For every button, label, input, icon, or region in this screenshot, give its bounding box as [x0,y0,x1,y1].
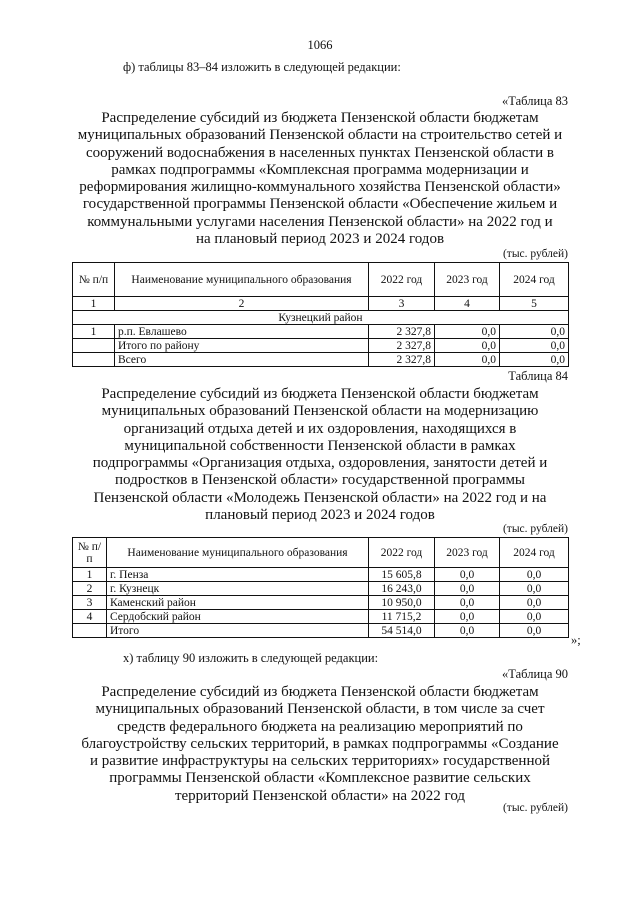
header-num: № п/п [73,263,115,297]
header-2022: 2022 год [369,538,435,568]
col-num: 1 [73,297,115,311]
row-2024: 0,0 [500,610,569,624]
row-num: 1 [73,568,107,582]
row-name: Итого по району [115,339,369,353]
row-2024: 0,0 [500,339,569,353]
section-label: Кузнецкий район [73,311,569,325]
table-90-title [0,684,640,805]
row-2024: 0,0 [500,596,569,610]
table-header-row [73,538,569,568]
header-name: Наименование муниципального образования [115,263,369,297]
row-2022: 54 514,0 [369,624,435,638]
title-line: плановый период 2023 и 2024 годов [205,507,435,524]
title-line: коммунальными услугами населения Пензенской области» на 2022 год и [87,213,553,230]
title-line: муниципальных образований Пензенской области на модернизацию [101,403,539,420]
title-line: государственной программы Пензенской области «Обеспечение жильем и [82,196,558,213]
row-2023: 0,0 [435,610,500,624]
col-num: 4 [435,297,500,311]
table-header-row [73,263,569,297]
title-line: благоустройству сельских территорий, в рамках подпрограммы «Создание [81,735,559,752]
title-line: рамках подпрограммы «Комплексная программа модернизации и [111,161,529,178]
table-row [73,325,569,339]
table-83-label: «Таблица 83 [502,94,568,108]
table-83-unit: (тыс. рублей) [502,248,568,260]
row-2023: 0,0 [435,353,500,367]
row-2023: 0,0 [435,568,500,582]
row-2024: 0,0 [500,325,569,339]
row-name: г. Пенза [107,568,369,582]
title-line: Пензенской области «Молодежь Пензенской области» на 2022 год и на [93,489,547,506]
row-num: 3 [73,596,107,610]
page-number: 1066 [307,38,333,52]
table-row [73,582,569,596]
table-84-title [0,386,640,524]
row-2024: 0,0 [500,624,569,638]
title-line: Распределение субсидий из бюджета Пензенской области бюджетам [101,684,539,700]
title-line: и развитие инфраструктуры на сельских территориях» государственной [89,753,551,770]
table-83 [72,262,569,367]
table-row [73,624,569,638]
row-num: 4 [73,610,107,624]
row-2024: 0,0 [500,353,569,367]
row-2023: 0,0 [435,325,500,339]
row-2022: 11 715,2 [369,610,435,624]
instruction-x: х) таблицу 90 изложить в следующей редакции: [123,651,379,665]
table-84 [72,537,569,638]
table-row [73,339,569,353]
section-row [73,311,569,325]
row-2022: 15 605,8 [369,568,435,582]
table-row [73,353,569,367]
row-name: Сердобский район [107,610,369,624]
row-2024: 0,0 [500,568,569,582]
closing-quote: »; [571,633,581,647]
row-2022: 2 327,8 [369,325,435,339]
row-num [73,624,107,638]
row-name: р.п. Евлашево [115,325,369,339]
table-row [73,596,569,610]
row-2023: 0,0 [435,624,500,638]
title-line: Распределение субсидий из бюджета Пензенской области бюджетам [101,110,539,126]
title-line: подпрограммы «Организация отдыха, оздоровления, занятости детей и [92,455,548,472]
table-83-title [0,110,640,248]
header-name: Наименование муниципального образования [107,538,369,568]
header-2023: 2023 год [435,538,500,568]
row-2022: 2 327,8 [369,353,435,367]
table-row [73,568,569,582]
title-line: сооружений водоснабжения в населенных пунктах Пензенской области в [86,144,554,161]
row-2023: 0,0 [435,582,500,596]
header-2022: 2022 год [369,263,435,297]
title-line: средств федерального бюджета на реализацию мероприятий по [117,718,523,735]
col-num: 3 [369,297,435,311]
row-2024: 0,0 [500,582,569,596]
row-num: 2 [73,582,107,596]
col-num: 5 [500,297,569,311]
title-line: организаций отдыха детей и их оздоровления, находящихся в [123,420,517,437]
row-name: Итого [107,624,369,638]
title-line: на плановый период 2023 и 2024 годов [195,231,445,248]
title-line: Распределение субсидий из бюджета Пензенской области бюджетам [101,386,539,402]
title-line: муниципальных образований Пензенской области, в том числе за счет [95,701,545,718]
row-num [73,353,115,367]
table-row [73,610,569,624]
table-90-unit: (тыс. рублей) [502,802,568,814]
col-num: 2 [115,297,369,311]
row-num [73,339,115,353]
row-2023: 0,0 [435,339,500,353]
title-line: программы Пензенской области «Комплексное развитие сельских [109,770,531,787]
header-2024: 2024 год [500,263,569,297]
column-number-row [73,297,569,311]
row-2022: 10 950,0 [369,596,435,610]
row-num: 1 [73,325,115,339]
row-2023: 0,0 [435,596,500,610]
title-line: подростков в Пензенской области» государственной программы [114,472,526,489]
instruction-f: ф) таблицы 83–84 изложить в следующей редакции: [123,60,401,74]
row-2022: 16 243,0 [369,582,435,596]
title-line: территорий Пензенской области» на 2022 год [174,787,466,804]
header-2024: 2024 год [500,538,569,568]
row-name: г. Кузнецк [107,582,369,596]
row-2022: 2 327,8 [369,339,435,353]
row-name: Каменский район [107,596,369,610]
row-name: Всего [115,353,369,367]
title-line: реформирования жилищно-коммунального хозяйства Пензенской области» [79,179,561,196]
table-84-label: Таблица 84 [508,369,568,383]
header-num: № п/п [73,538,107,568]
header-2023: 2023 год [435,263,500,297]
title-line: муниципальных образований Пензенской области на строительство сетей и [77,127,563,144]
table-90-label: «Таблица 90 [502,667,568,681]
table-84-unit: (тыс. рублей) [502,523,568,535]
title-line: муниципальной собственности Пензенской области в рамках [124,437,516,454]
